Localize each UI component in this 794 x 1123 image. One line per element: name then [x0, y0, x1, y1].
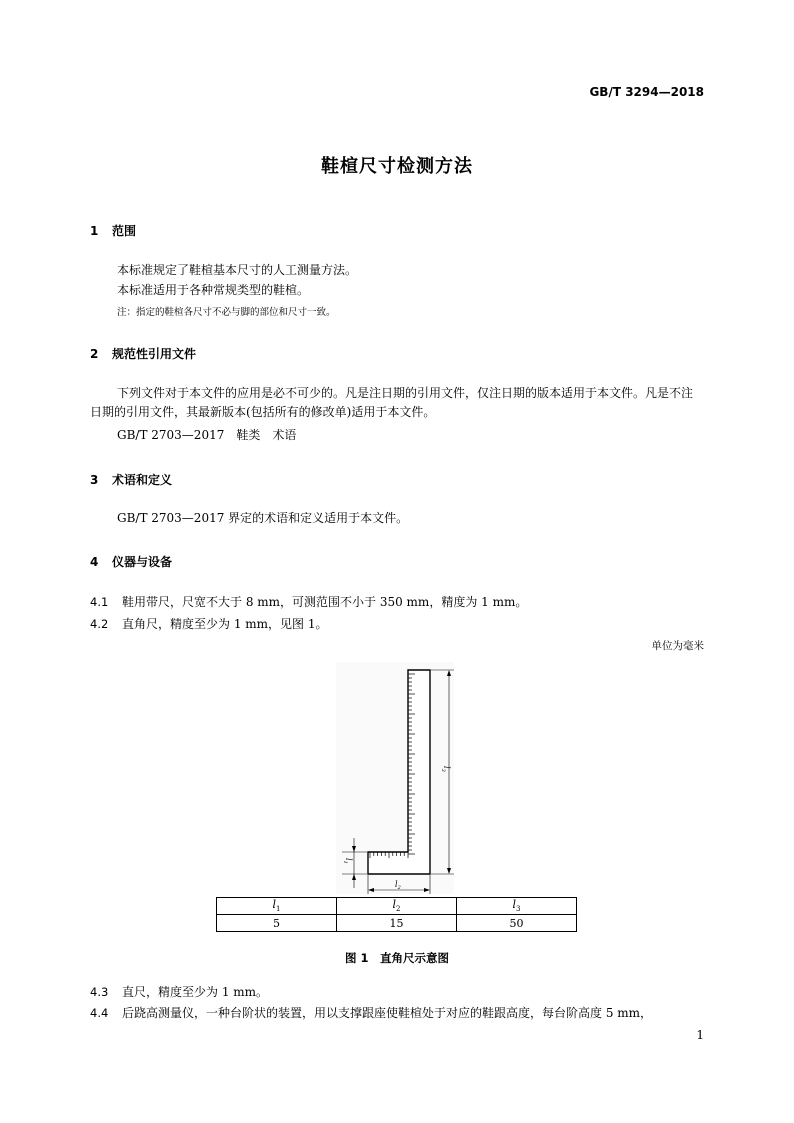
table-cell: 15	[337, 915, 457, 932]
table-header-cell: $l_3$	[457, 898, 577, 915]
unit-note: 单位为毫米	[651, 640, 704, 652]
section-number: 2	[90, 347, 99, 361]
table-header-cell: $l_2$	[337, 898, 457, 915]
list-item	[90, 1004, 652, 1021]
paragraph: 本标准规定了鞋楦基本尺寸的人工测量方法。	[117, 263, 358, 277]
table-header-cell: $l_1$	[217, 898, 337, 915]
dimension-label-l3: $l_3$	[440, 766, 451, 772]
section-4-heading	[90, 553, 172, 570]
paragraph: 下列文件对于本文件的应用是必不可少的。凡是注日期的引用文件，仅注日期的版本适用于本文件。凡是不注日期的引用文件，其最新版本(包括所有的修改单)适用于本文件。	[90, 386, 694, 419]
section-1-heading	[90, 222, 136, 239]
item-number: 4.3	[90, 985, 109, 999]
document-title: 鞋楦尺寸检测方法	[321, 156, 473, 177]
table-cell: 5	[217, 915, 337, 932]
table-row	[217, 915, 577, 932]
dimension-table	[216, 897, 577, 932]
section-title: 规范性引用文件	[112, 347, 197, 361]
item-text: 直尺，精度至少为 1 mm。	[122, 985, 269, 999]
item-number: 4.1	[90, 595, 109, 609]
section-number: 1	[90, 224, 99, 238]
dimension-label-l1: $l_1$	[342, 858, 353, 864]
note: 注：指定的鞋楦各尺寸不必与脚的部位和尺寸一致。	[117, 307, 336, 318]
figure-caption: 图 1 直角尺示意图	[344, 951, 449, 965]
paragraph: GB/T 2703—2017 界定的术语和定义适用于本文件。	[117, 511, 409, 525]
item-text: 直角尺，精度至少为 1 mm，见图 1。	[122, 617, 328, 631]
item-text: 鞋用带尺，尺宽不大于 8 mm，可测范围不小于 350 mm，精度为 1 mm。	[122, 595, 528, 609]
section-title: 仪器与设备	[112, 555, 173, 569]
right-angle-ruler-figure	[330, 662, 460, 898]
table-cell: 50	[457, 915, 577, 932]
list-item	[90, 593, 527, 610]
section-number: 3	[90, 473, 99, 487]
standard-number: GB/T 3294—2018	[589, 85, 704, 99]
section-2-heading	[90, 345, 196, 362]
list-item	[90, 615, 327, 632]
section-3-heading	[90, 471, 172, 488]
page-number: 1	[696, 1028, 704, 1042]
table-header-row	[217, 898, 577, 915]
paragraph: 本标准适用于各种常规类型的鞋楦。	[117, 283, 310, 297]
list-item	[90, 983, 268, 1000]
section-number: 4	[90, 555, 99, 569]
section-title: 范围	[112, 224, 137, 238]
item-text: 后跷高测量仪，一种台阶状的装置，用以支撑跟座使鞋楦处于对应的鞋跟高度，每台阶高度 5 mm，	[122, 1006, 653, 1020]
item-number: 4.4	[90, 1006, 109, 1020]
dimension-label-l2: $l_2$	[395, 880, 401, 891]
reference-entry: GB/T 2703—2017 鞋类 术语	[117, 428, 297, 442]
item-number: 4.2	[90, 617, 109, 631]
section-title: 术语和定义	[112, 473, 173, 487]
